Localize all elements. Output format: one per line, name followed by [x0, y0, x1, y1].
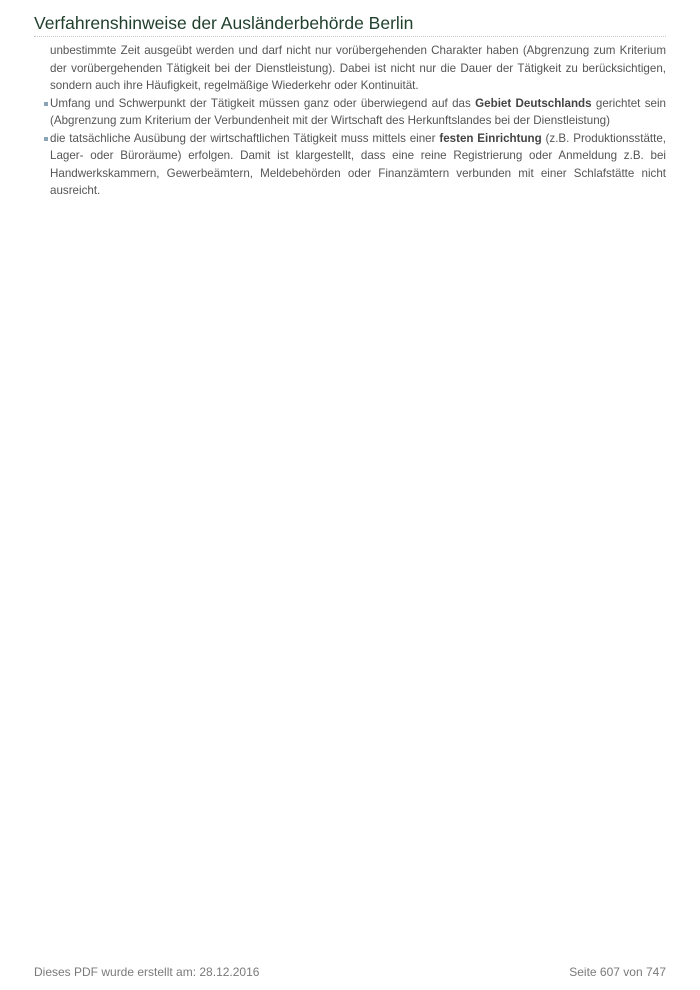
list-item-text: (z.B. Produktionsstätte, Lager- oder Büroräume) erfolgen. Damit ist klargestellt, dass eine reine Registrierung oder Anmeldung z.B. bei Handwerkskammern, Gewerbeämtern, Meldebehörden oder Finanzämtern verbunden mit einer Schlafstätte nicht ausreicht.	[50, 131, 667, 197]
bullet-square-icon	[44, 102, 48, 106]
page-title: Verfahrenshinweise der Ausländerbehörde Berlin	[34, 13, 414, 33]
list-item-emphasis: Gebiet Deutschlands	[475, 96, 592, 110]
continuation-paragraph: unbestimmte Zeit ausgeübt werden und darf nicht nur vorübergehenden Charakter haben (Abgrenzung zum Kriterium der vorübergehenden Tätigkeit bei der Dienstleistung). Dabei ist nicht nur die Dauer der Tätigkeit zu berücksichtigen, sondern auch ihre Häufigkeit, regelmäßige Wiederkehr oder Kontinuität.	[50, 44, 666, 92]
page-footer	[34, 965, 666, 981]
list-item-text: gerichtet sein (Abgrenzung zum Kriterium der Verbundenheit mit der Wirtschaft des Herkunftslandes bei der Dienstleistung)	[50, 96, 666, 127]
list-item-text: die tatsächliche Ausübung der wirtschaftlichen Tätigkeit muss mittels einer	[50, 131, 440, 145]
list-item	[34, 95, 666, 130]
list-item-emphasis: festen Einrichtung	[439, 131, 542, 145]
page-number: Seite 607 von 747	[569, 965, 666, 979]
bullet-square-icon	[44, 137, 48, 141]
creation-date: Dieses PDF wurde erstellt am: 28.12.2016	[34, 965, 260, 979]
page-header	[34, 12, 666, 37]
document-body	[34, 42, 666, 200]
list-item-text: Umfang und Schwerpunkt der Tätigkeit müssen ganz oder überwiegend auf das	[50, 96, 476, 110]
list-item	[34, 130, 666, 200]
